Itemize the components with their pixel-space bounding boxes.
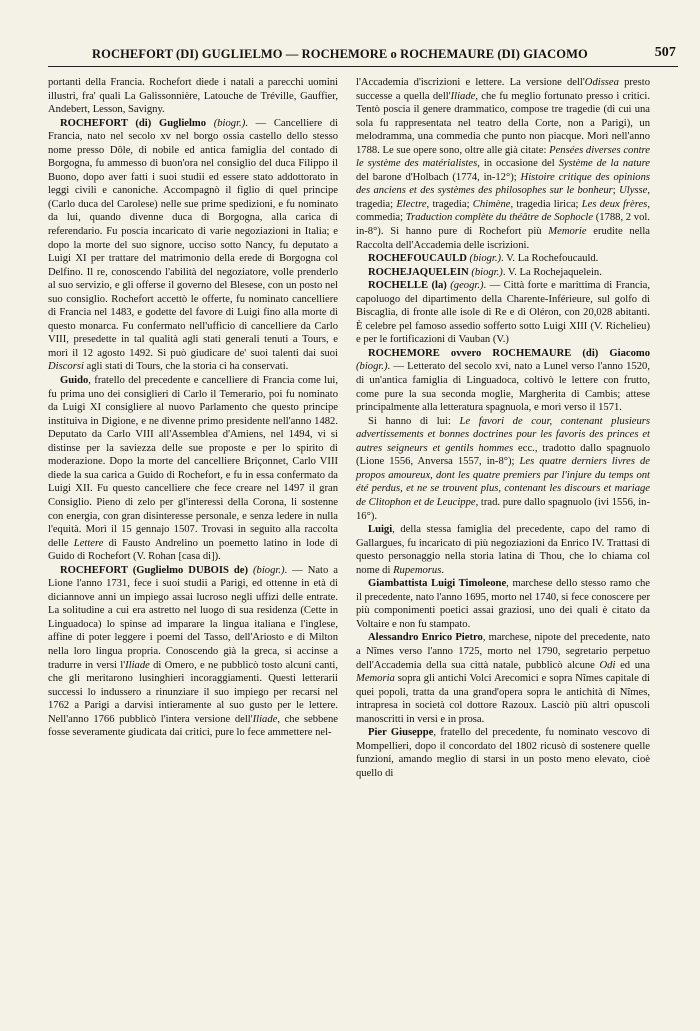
entry-lemma: ROCHEMORE ovvero ROCHEMAURE (di) Giacomo bbox=[368, 347, 650, 359]
entry-rochefoucauld: ROCHEFOUCAULD (biogr.). V. La Rochefoucauld. bbox=[368, 253, 599, 265]
entry-rochelle: ROCHELLE (la) (geogr.). — Città forte e marittima di Francia, capoluogo del dipartimento della Charente-Inférieure, sul golfo di Biscaglia, di fronte alle isole di Re e di Oléron, con 20,028 abitanti. È celebre pel famoso assedio sofferto sotto Luigi XIII (V. Richelieu) e per le fortificazioni di Vauban (V.) bbox=[356, 280, 650, 346]
entry-pier-giuseppe: Pier Giuseppe, fratello del precedente, fu nominato vescovo di Mompellieri, dopo il concordato del 1802 ricusò di sostenere quelle funzioni, amando meglio di starsi in un posto meno elevato, cioè quello di bbox=[356, 727, 650, 779]
running-header bbox=[48, 44, 678, 67]
entry-rochefort-dubois: ROCHEFORT (Guglielmo DUBOIS de) (biogr.). — Nato a Lione l'anno 1731, fece i suoi studii a Parigi, ed ottenne in età di diciannove anni un impiego assai lucroso negli uffizi delle entrate. La solitudine a cui era astretto nel luogo di sua residenza (Cette in Linguadoca) lo spinse ad imparare la lingua italiana e l'inglese, affine di poter leggere i poemi del Tasso, dell'Ariosto e di Milton nella loro lingua propria. Conoscendo già la greca, si accinse a tradurre in versi l'Iliade di Omero, e ne pubblicò tosto alcuni canti, che gli meritarono lusinghieri incoraggiamenti. Questi letterarii successi lo indussero a rinunziare il suo impiego per recarsi nel 1762 a Parigi a darvisi intieramente al suo gusto per le lettere. Nell'anno 1766 pubblicò l'intera versione dell'Iliade, che sebbene fosse severamente giudicata dai critici, pure lo fece ammettere nel- bbox=[48, 564, 339, 739]
entry-lemma: Giambattista Luigi Timoleone bbox=[368, 578, 507, 590]
entry-lemma: ROCHELLE (la) bbox=[368, 280, 447, 292]
entry-tag: (biogr.) bbox=[469, 253, 502, 265]
entry-alessandro: Alessandro Enrico Pietro, marchese, nipote del precedente, nato a Nîmes verso l'anno 1725, morto nel 1790, segretario perpetuo dell'Accademia della sua città natale, pubblicò alcune Odi ed una Memoria sopra gli antichi Volci Arecomici e sopra Nîmes capitale di quei popoli, tratta da una grand'opera sopra le antichità di Nîmes, intrapresa in società col dottore Razoux. Lasciò più altri opuscoli manoscritti in versi e in prosa. bbox=[356, 632, 650, 725]
entry-lemma: ROCHEFOUCAULD bbox=[368, 253, 467, 265]
entry-rochemore: ROCHEMORE ovvero ROCHEMAURE (di) Giacomo (biogr.). — Letterato del secolo xvi, nato a Lunel verso l'anno 1520, di un'antica famiglia di Linguadoca, coltivò le lettere con frutto, come pure la sua seconda moglie, Margherita di Cambis; attese principalmente alla letteratura spagnuola, e morì verso il 1571. bbox=[356, 347, 650, 414]
entry-rochefort-guglielmo: ROCHEFORT (di) Guglielmo (biogr.). — Cancelliere di Francia, nato nel secolo xv nel borgo ossia castello dello stesso nome presso Dôle, di nobile ed antica famiglia del contado di Borgogna, fu ammesso di buon'ora nel consiglio del duca Filippo il Buono, dopo aver fatti i suoi studii ed essere stato addottorato in leggi civili e canoniche. Accompagnò il figlio di quel principe (Carlo duca del Carolese) nelle sue prime spedizioni, e fu nominato da lui, quando divenne duca di Borgogna, alla carica di referendario. Fu poscia incaricato di varie negoziazioni in Italia; e dopo la morte del suo signore, ucciso sotto Nancy, fu deputato a Luigi XI per trattare del matrimonio della erede di Borgogna col Delfino. Il re, conoscendo l'abilità del negoziatore, volle prenderlo al suo servizio, e gli offerse il governo del Blesese, con un posto nel suo consiglio. Rochefort accettò le offerte, fu nominato cancelliere di Francia nel 1483, e godette del favore di Luigi fino alla morte di questo monarca. Fu confermato nell'ufficio di cancelliere da Carlo VIII, presedette in tal qualità agli stati generali tenuti a Tours, e morì il 12 agosto 1492. Si può giudicare de' suoi talenti dai suoi Discorsi agli stati di Tours, che la storia ci ha conservati. bbox=[48, 117, 338, 373]
paragraph: portanti della Francia. Rochefort diede i natali a parecchi uomini illustri, fra' quali La Galissonnière, Latouche de Tréville, Gauffier, Andebert, Lesson, Savigny. bbox=[48, 77, 338, 116]
paragraph: Si hanno di lui: Le favori de cour, contenant plusieurs advertissements et bonnes doctrines pour les favoris des princes et autres seigneurs et gentils hommes ecc., tradotto dallo spagnuolo (Lione 1556, Anversa 1557, in-8°); Les quatre derniers livres de propos amoureux, dont les quatre premiers par l'injure du temps ont été perdus, et ne se trouvent plus, contenant les discours et mariage de Clitophon et de Leucippe, trad. pure dallo spagnuolo (ivi 1556, in-16°). bbox=[356, 415, 651, 522]
entry-lemma: Luigi bbox=[368, 524, 393, 536]
entry-lemma: Pier Giuseppe bbox=[368, 727, 434, 739]
entry-giambattista: Giambattista Luigi Timoleone, marchese dello stesso ramo che il precedente, nato l'anno 1695, morto nel 1740, si fece conoscere per più componimenti poetici assai graziosi, uno dei quali è citato da Voltaire e non fu stampato. bbox=[356, 578, 650, 630]
entry-guido: Guido, fratello del precedente e cancelliere di Francia come lui, fu prima uno dei consiglieri di Carlo il Temerario, poi fu nominato da Luigi XI consigliere al nuovo Parlamento che questo principe instituiva in Digione, e ne divenne primo presidente nell'anno 1482. Deputato da Carlo VIII all'Assemblea d'Amiens, nel 1494, vi si distinse per la saviezza delle sue proposte e per lo spirito di moderazione. Dopo la morte del cancelliere Briçonnet, Carlo VIII diede la sua carica a Guido di Rochefort, e fu in essa confermato da Luigi XII. Fu questo cancelliere che fece creare nel 1497 il gran Consiglio. Pieno di zelo per gl'interessi della Corona, li sostenne con energia, con gran disinteresse personale, e senza ledere in nulla l'equità. Morì il 15 gennajo 1507. Trovasi in seguito alla raccolta delle Lettere di Fausto Andrelino un poemetto latino in lode di Guido di Rochefort (V. Rohan [casa di]). bbox=[48, 375, 338, 563]
entry-lemma: Guido bbox=[60, 375, 89, 387]
left-column bbox=[48, 76, 338, 740]
entry-tag: (biogr.) bbox=[471, 266, 503, 278]
page-number: 507 bbox=[654, 45, 676, 60]
entry-tag: (biogr.) bbox=[356, 361, 388, 373]
entry-lemma: ROCHEJAQUELEIN bbox=[368, 266, 469, 278]
paragraph: l'Accademia d'iscrizioni e lettere. La versione dell'Odissea presto successe a quella dell'Iliade, che fu meglio fortunato presso i critici. Tentò poscia il genere drammatico, compose tre tragedie (di cui una sola fu rappresentata nel teatro della Corte, non a Parigi), un melodramma, una commedia che punto non piacque. Morì nell'anno 1788. Le sue opere sono, oltre alle già citate: Pensées diverses contre le système des matérialistes, in occasione del Système de la nature del barone d'Holbach (1774, in-12°); Histoire critique des opinions des anciens et des systèmes des philosophes sur le bonheur; Ulysse, tragedia; Electre, tragedia; Chimène, tragedia lirica; Les deux frères, commedia; Traduction complète du théâtre de Sophocle (1788, 2 vol. in-8°). Si hanno pure di Rochefort più Memorie erudite nella Raccolta dell'Accademia delle iscrizioni. bbox=[356, 77, 651, 251]
header-title: ROCHEFORT (DI) GUGLIELMO — ROCHEMORE o ROCHEMAURE (DI) GIACOMO bbox=[92, 47, 588, 61]
entry-rochejaquelein: ROCHEJAQUELEIN (biogr.). V. La Rochejaquelein. bbox=[368, 266, 602, 278]
entry-luigi: Luigi, della stessa famiglia del precedente, capo del ramo di Gallargues, fu incaricato di più negoziazioni da Enrico IV. Trattasi di questo personaggio nella storia latina di Thou, che lo chiama col nome di Rupemorus. bbox=[356, 524, 650, 576]
entry-lemma: ROCHEFORT (di) Guglielmo bbox=[60, 117, 207, 129]
entry-tag: (biogr.) bbox=[253, 564, 285, 576]
right-column bbox=[356, 76, 650, 780]
entry-tag: (geogr.) bbox=[450, 280, 484, 292]
entry-tag: (biogr.) bbox=[213, 117, 246, 129]
entry-lemma: ROCHEFORT (Guglielmo DUBOIS de) bbox=[60, 564, 249, 576]
entry-lemma: Alessandro Enrico Pietro bbox=[368, 632, 483, 644]
